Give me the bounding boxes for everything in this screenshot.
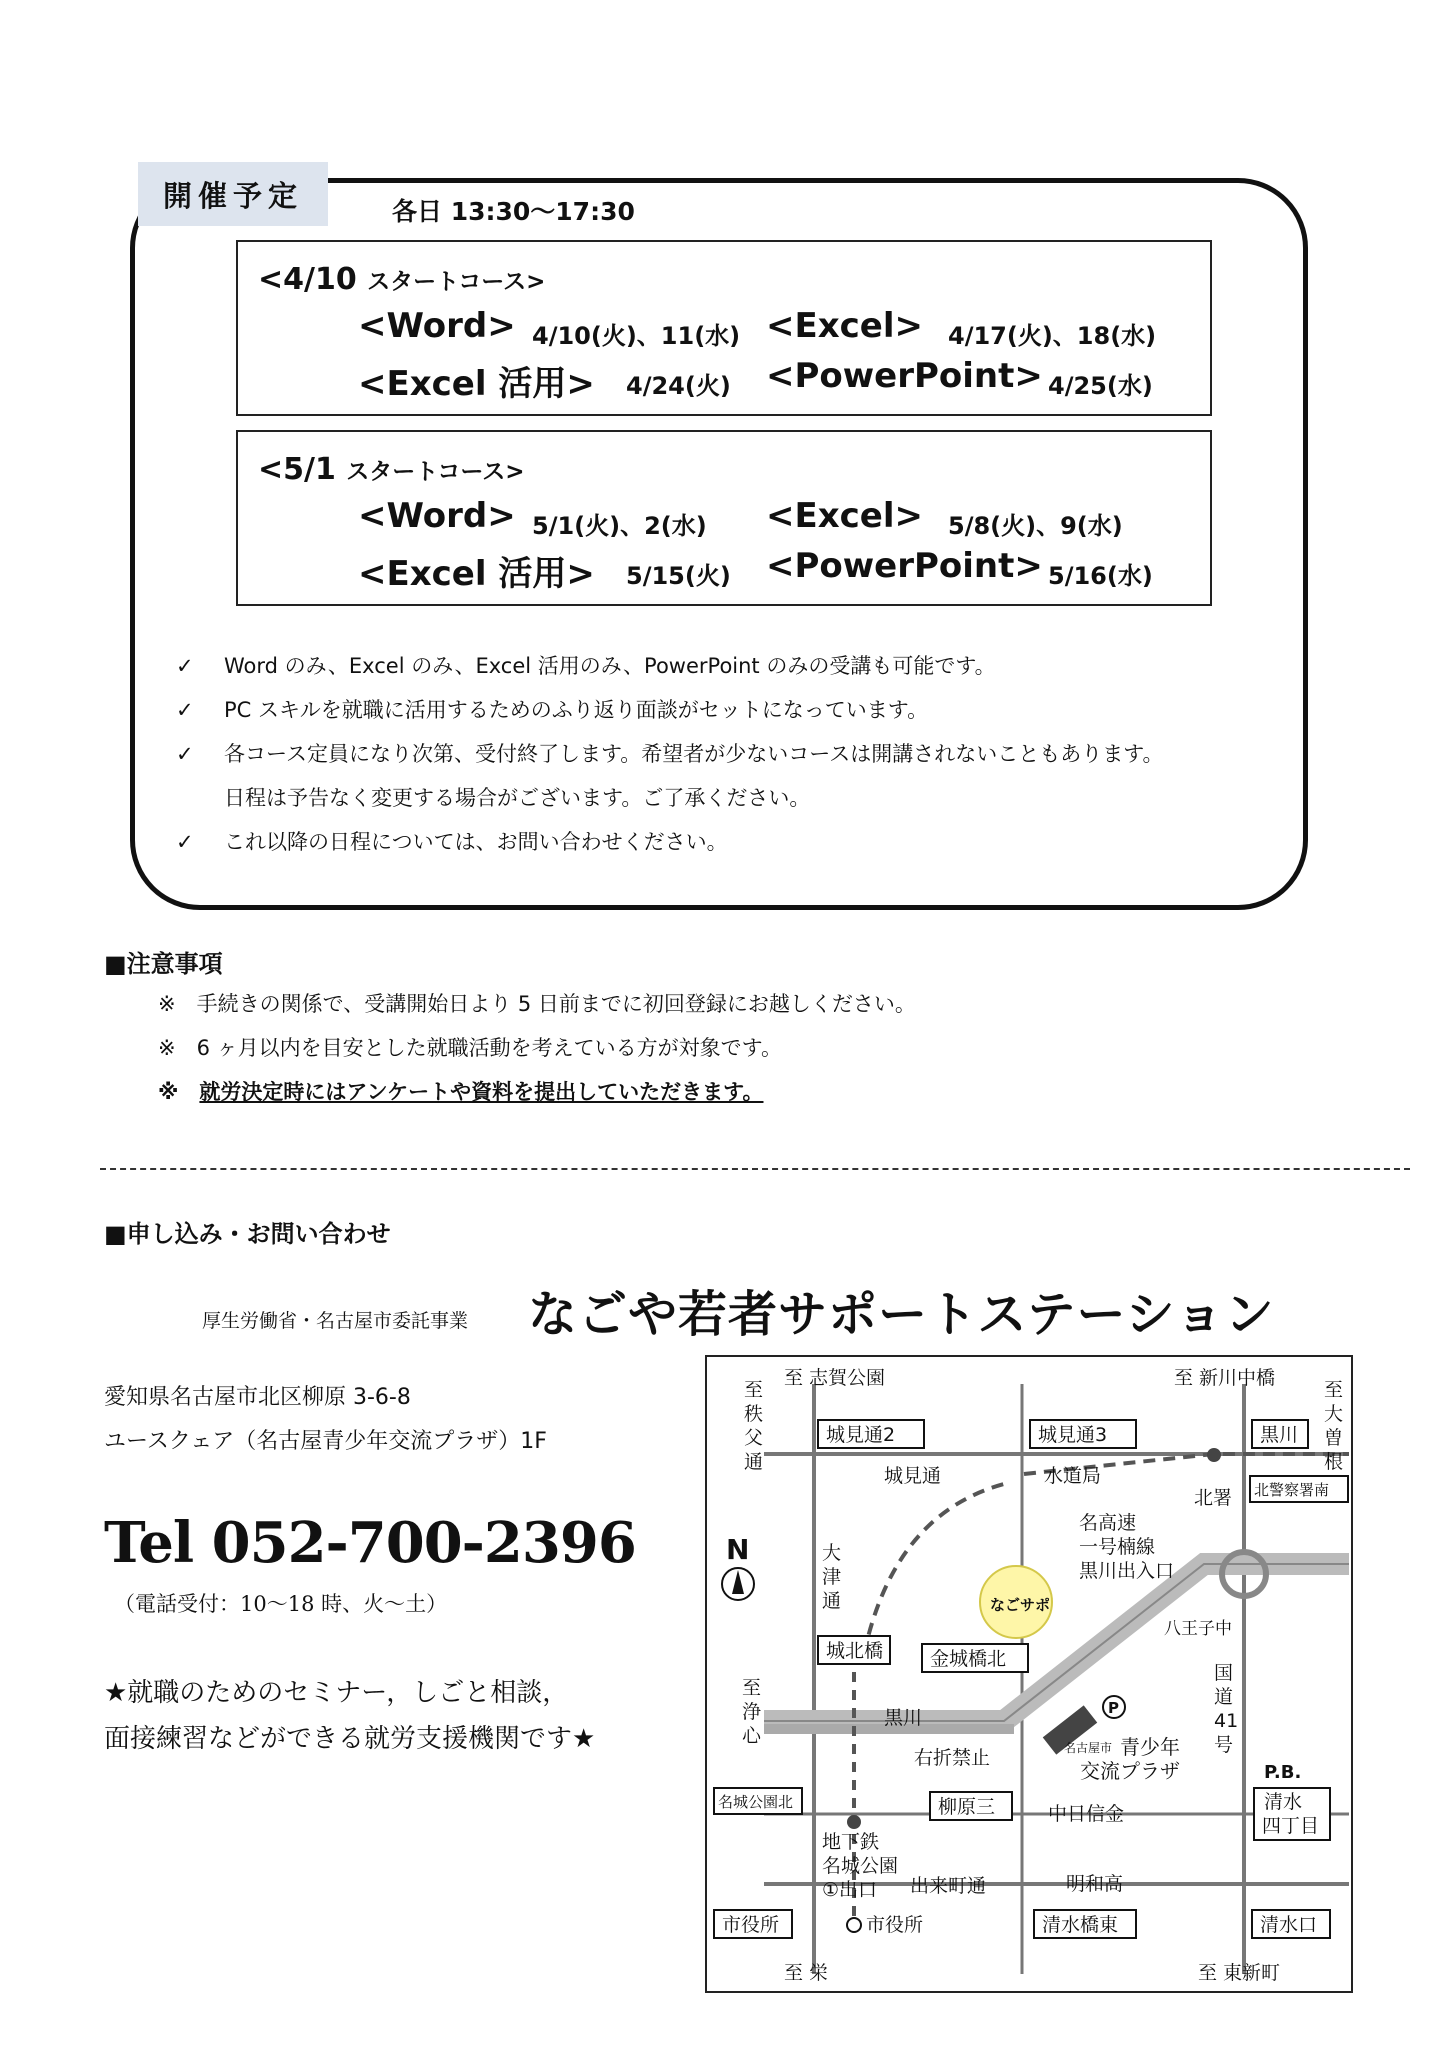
label-shiromidori3: 城見通3 bbox=[1038, 1424, 1108, 1446]
course1-excel-adv-label: <Excel 活用> bbox=[358, 364, 595, 404]
course2-ppt-dates: 5/16(水) bbox=[1048, 562, 1153, 590]
label-city-hall-station: 市役所 bbox=[866, 1914, 924, 1936]
label-josai-3: 心 bbox=[742, 1725, 762, 1747]
label-route41-2: 道 bbox=[1214, 1686, 1234, 1708]
course1-word-dates: 4/10(火)、11(水) bbox=[532, 322, 741, 350]
label-route41-3: 41 bbox=[1214, 1710, 1239, 1732]
label-pb: P.B. bbox=[1264, 1762, 1302, 1783]
label-kitasho: 北署 bbox=[1194, 1487, 1233, 1509]
course1-ppt-dates: 4/25(水) bbox=[1048, 372, 1153, 400]
label-subway-2: 名城公園 bbox=[822, 1855, 899, 1877]
label-meiwa: 明和高 bbox=[1066, 1873, 1124, 1895]
course1-excel-adv-dates: 4/24(火) bbox=[626, 372, 731, 400]
label-kinjobashikita: 金城橋北 bbox=[930, 1648, 1007, 1670]
course1-ppt-label: <PowerPoint> bbox=[766, 356, 1043, 396]
label-otsu-3: 通 bbox=[822, 1590, 842, 1612]
label-shiromidori2: 城見通2 bbox=[826, 1424, 896, 1446]
label-osone-2: 大 bbox=[1324, 1403, 1344, 1425]
course2-excel-label: <Excel> bbox=[766, 496, 924, 536]
label-to-shinkawa: 至 新川中橋 bbox=[1174, 1367, 1276, 1389]
session-hours: 各日 13:30〜17:30 bbox=[392, 197, 635, 226]
label-johokubashi: 城北橋 bbox=[826, 1640, 884, 1662]
course1-word-label: <Word> bbox=[358, 306, 516, 346]
label-kurokawa-river: 黒川 bbox=[884, 1707, 923, 1729]
address-line-2: ユースクェア（名古屋青少年交流プラザ）1F bbox=[104, 1429, 547, 1454]
phone-hours: （電話受付：10〜18 時、火〜土） bbox=[114, 1592, 448, 1616]
note-item: ✓ これ以降の日程については、お問い合わせください。 bbox=[176, 830, 728, 854]
check-icon: ✓ bbox=[176, 830, 194, 854]
course2-word-dates: 5/1(火)、2(水) bbox=[532, 512, 707, 540]
organization-name: なごや若者サポートステーション bbox=[528, 1286, 1275, 1343]
schedule-tab-label: 開催予定 bbox=[138, 162, 328, 226]
label-yanagihara3: 柳原三 bbox=[938, 1796, 996, 1818]
label-to-shiga: 至 志賀公園 bbox=[784, 1367, 886, 1389]
course2-excel-dates: 5/8(火)、9(水) bbox=[948, 512, 1123, 540]
address-line-1: 愛知県名古屋市北区柳原 3-6-8 bbox=[104, 1385, 411, 1410]
label-hachioji: 八王子中 bbox=[1164, 1619, 1232, 1639]
subway-marker bbox=[847, 1815, 861, 1829]
check-icon: ✓ bbox=[176, 698, 194, 722]
caution-item: ※ 手続きの関係で、受講開始日より 5 日前までに初回登録にお越しください。 bbox=[158, 992, 916, 1016]
north-label: N bbox=[726, 1533, 750, 1566]
label-no-right-turn: 右折禁止 bbox=[914, 1747, 991, 1769]
label-shimizubashi-east: 清水橋東 bbox=[1042, 1914, 1119, 1936]
label-otsu-1: 大 bbox=[822, 1542, 842, 1564]
map-border bbox=[706, 1356, 1352, 1992]
label-dekimachi: 出来町通 bbox=[910, 1875, 987, 1897]
label-water-bureau: 水道局 bbox=[1044, 1465, 1102, 1487]
check-icon: ✓ bbox=[176, 654, 194, 678]
label-subway-3: ①出口 bbox=[822, 1879, 878, 1901]
course2-excel-adv-label: <Excel 活用> bbox=[358, 554, 595, 594]
label-chunichi: 中日信金 bbox=[1048, 1803, 1125, 1825]
course2-word-label: <Word> bbox=[358, 496, 516, 536]
label-plaza-1: 青少年 bbox=[1120, 1735, 1180, 1759]
label-to-sakae: 至 栄 bbox=[784, 1962, 829, 1984]
cautions-heading: ■注意事項 bbox=[104, 950, 223, 978]
label-route41-4: 号 bbox=[1214, 1734, 1234, 1756]
label-expressway-1: 名高速 bbox=[1079, 1512, 1137, 1534]
label-osone-3: 曽 bbox=[1324, 1427, 1344, 1449]
note-item: ✓ PC スキルを就職に活用するためのふり返り面談がセットになっています。 bbox=[176, 698, 929, 722]
caution-item: ※ 就労決定時にはアンケートや資料を提出していただきます。 bbox=[158, 1080, 764, 1104]
access-map bbox=[704, 1354, 1354, 1994]
label-subway-1: 地下鉄 bbox=[822, 1831, 880, 1853]
course2-ppt-label: <PowerPoint> bbox=[766, 546, 1043, 586]
label-shimizuguchi: 清水口 bbox=[1260, 1914, 1318, 1936]
course-title-2: <5/1 スタートコース> bbox=[258, 452, 525, 487]
tagline-line-2: 面接練習などができる就労支援機関です★ bbox=[104, 1724, 596, 1754]
phone-number: Tel 052-700-2396 bbox=[104, 1510, 636, 1576]
label-shiromi-road: 城見通 bbox=[884, 1465, 942, 1487]
label-city-hall-box: 市役所 bbox=[722, 1914, 780, 1936]
course1-excel-label: <Excel> bbox=[766, 306, 924, 346]
label-yonchome: 四丁目 bbox=[1262, 1815, 1320, 1837]
note-item-continued: 日程は予告なく変更する場合がございます。ご了承ください。 bbox=[224, 786, 811, 810]
caution-item: ※ 6 ヶ月以内を目安とした就職活動を考えている方が対象です。 bbox=[158, 1036, 782, 1060]
sponsor-text: 厚生労働省・名古屋市委託事業 bbox=[202, 1310, 469, 1332]
label-meijo-park-north: 名城公園北 bbox=[718, 1793, 794, 1811]
label-josai-1: 至 bbox=[742, 1677, 762, 1699]
label-to-higashishinmachi: 至 東新町 bbox=[1198, 1962, 1281, 1984]
cityhall-station-marker bbox=[847, 1918, 861, 1932]
label-osone-1: 至 bbox=[1324, 1379, 1344, 1401]
label-expressway-3: 黒川出入口 bbox=[1079, 1560, 1175, 1582]
label-parking: P bbox=[1108, 1699, 1119, 1717]
contact-heading: ■申し込み・お問い合わせ bbox=[104, 1220, 391, 1248]
label-chichibu-4: 通 bbox=[744, 1451, 764, 1473]
note-item: ✓ 各コース定員になり次第、受付終了します。希望者が少ないコースは開講されないこともあります。 bbox=[176, 742, 1164, 766]
label-plaza-2: 交流プラザ bbox=[1080, 1759, 1180, 1783]
course1-excel-dates: 4/17(火)、18(水) bbox=[948, 322, 1157, 350]
label-route41-1: 国 bbox=[1214, 1662, 1234, 1684]
logo-text: なごサポ bbox=[990, 1596, 1051, 1614]
section-divider bbox=[100, 1168, 1410, 1170]
label-josai-2: 浄 bbox=[742, 1701, 762, 1723]
label-kurokawa: 黒川 bbox=[1260, 1424, 1299, 1446]
tagline-line-1: ★就職のためのセミナー，しごと相談， bbox=[104, 1678, 569, 1708]
label-plaza-prefix: 名古屋市 bbox=[1064, 1741, 1113, 1755]
label-expressway-2: 一号楠線 bbox=[1079, 1536, 1156, 1558]
check-icon: ✓ bbox=[176, 742, 194, 766]
label-otsu-2: 津 bbox=[822, 1566, 842, 1588]
label-chichibu-3: 父 bbox=[744, 1427, 764, 1449]
label-shimizu: 清水 bbox=[1264, 1791, 1303, 1813]
label-kita-police-south: 北警察署南 bbox=[1254, 1481, 1330, 1499]
label-chichibu-2: 秩 bbox=[744, 1403, 764, 1425]
note-item: ✓ Word のみ、Excel のみ、Excel 活用のみ、PowerPoint のみの受講も可能です。 bbox=[176, 654, 996, 678]
label-chichibu-1: 至 bbox=[744, 1379, 764, 1401]
station-marker bbox=[1207, 1448, 1221, 1462]
course-title-1: <4/10 スタートコース> bbox=[258, 262, 546, 297]
label-osone-4: 根 bbox=[1324, 1451, 1344, 1473]
course2-excel-adv-dates: 5/15(火) bbox=[626, 562, 731, 590]
